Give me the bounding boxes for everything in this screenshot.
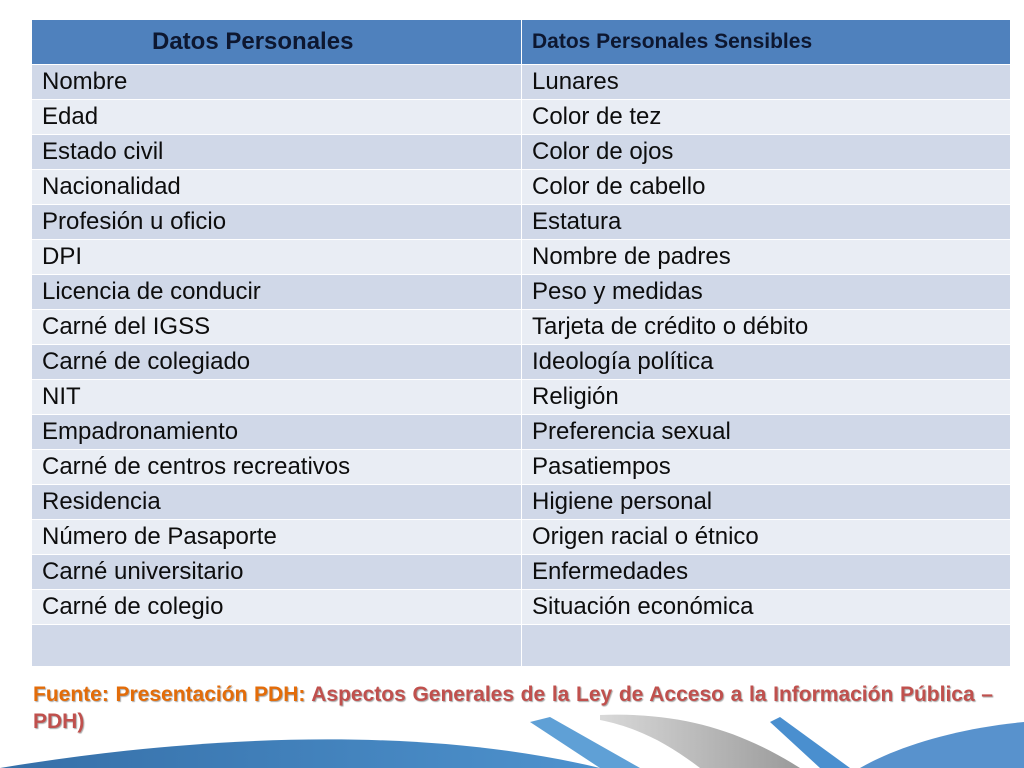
source-caption [33,681,993,735]
cell-dato-sensible: Nombre de padres [522,240,1011,275]
cell-dato-personal: DPI [32,240,522,275]
cell-dato-personal: Edad [32,100,522,135]
table-row [32,275,1011,310]
cell-dato-sensible: Situación económica [522,590,1011,625]
cell-dato-personal: Carné de colegio [32,590,522,625]
cell-dato-sensible: Peso y medidas [522,275,1011,310]
table-row [32,555,1011,590]
cell-dato-personal: Licencia de conducir [32,275,522,310]
cell-dato-sensible: Pasatiempos [522,450,1011,485]
cell-dato-sensible: Color de tez [522,100,1011,135]
cell-dato-personal: Carné universitario [32,555,522,590]
cell-dato-personal: NIT [32,380,522,415]
cell-dato-sensible: Estatura [522,205,1011,240]
cell-dato-sensible: Preferencia sexual [522,415,1011,450]
cell-dato-personal: Empadronamiento [32,415,522,450]
cell-dato-personal: Estado civil [32,135,522,170]
table-row [32,380,1011,415]
table-row [32,135,1011,170]
header-datos-personales: Datos Personales [32,20,522,65]
cell-dato-sensible: Religión [522,380,1011,415]
table-row [32,485,1011,520]
cell-dato-sensible: Origen racial o étnico [522,520,1011,555]
table-row [32,415,1011,450]
table-row [32,520,1011,555]
table-row [32,625,1011,667]
personal-data-table [31,19,1011,667]
table-row [32,240,1011,275]
table-row [32,170,1011,205]
table-header-row [32,20,1011,65]
source-prefix: Fuente: Presentación PDH: [33,683,312,706]
cell-dato-sensible: Tarjeta de crédito o débito [522,310,1011,345]
cell-dato-sensible: Higiene personal [522,485,1011,520]
cell-dato-sensible: Lunares [522,65,1011,100]
table-row [32,310,1011,345]
cell-dato-personal: Número de Pasaporte [32,520,522,555]
table-row [32,345,1011,380]
header-datos-sensibles: Datos Personales Sensibles [522,20,1011,65]
cell-dato-personal: Carné del IGSS [32,310,522,345]
cell-dato-sensible: Enfermedades [522,555,1011,590]
table-row [32,65,1011,100]
cell-dato-personal: Nacionalidad [32,170,522,205]
cell-dato-personal [32,625,522,667]
cell-dato-personal: Carné de centros recreativos [32,450,522,485]
table-row [32,100,1011,135]
table-row [32,205,1011,240]
cell-dato-personal: Residencia [32,485,522,520]
cell-dato-sensible: Ideología política [522,345,1011,380]
cell-dato-personal: Carné de colegiado [32,345,522,380]
table-row [32,450,1011,485]
table-row [32,590,1011,625]
cell-dato-sensible: Color de ojos [522,135,1011,170]
source-title: Aspectos Generales de la Ley de Acceso a la Información Pública – PDH) [33,683,993,733]
cell-dato-personal: Nombre [32,65,522,100]
table-body [32,65,1011,667]
cell-dato-sensible: Color de cabello [522,170,1011,205]
cell-dato-sensible [522,625,1011,667]
data-table-container [31,19,1010,667]
cell-dato-personal: Profesión u oficio [32,205,522,240]
